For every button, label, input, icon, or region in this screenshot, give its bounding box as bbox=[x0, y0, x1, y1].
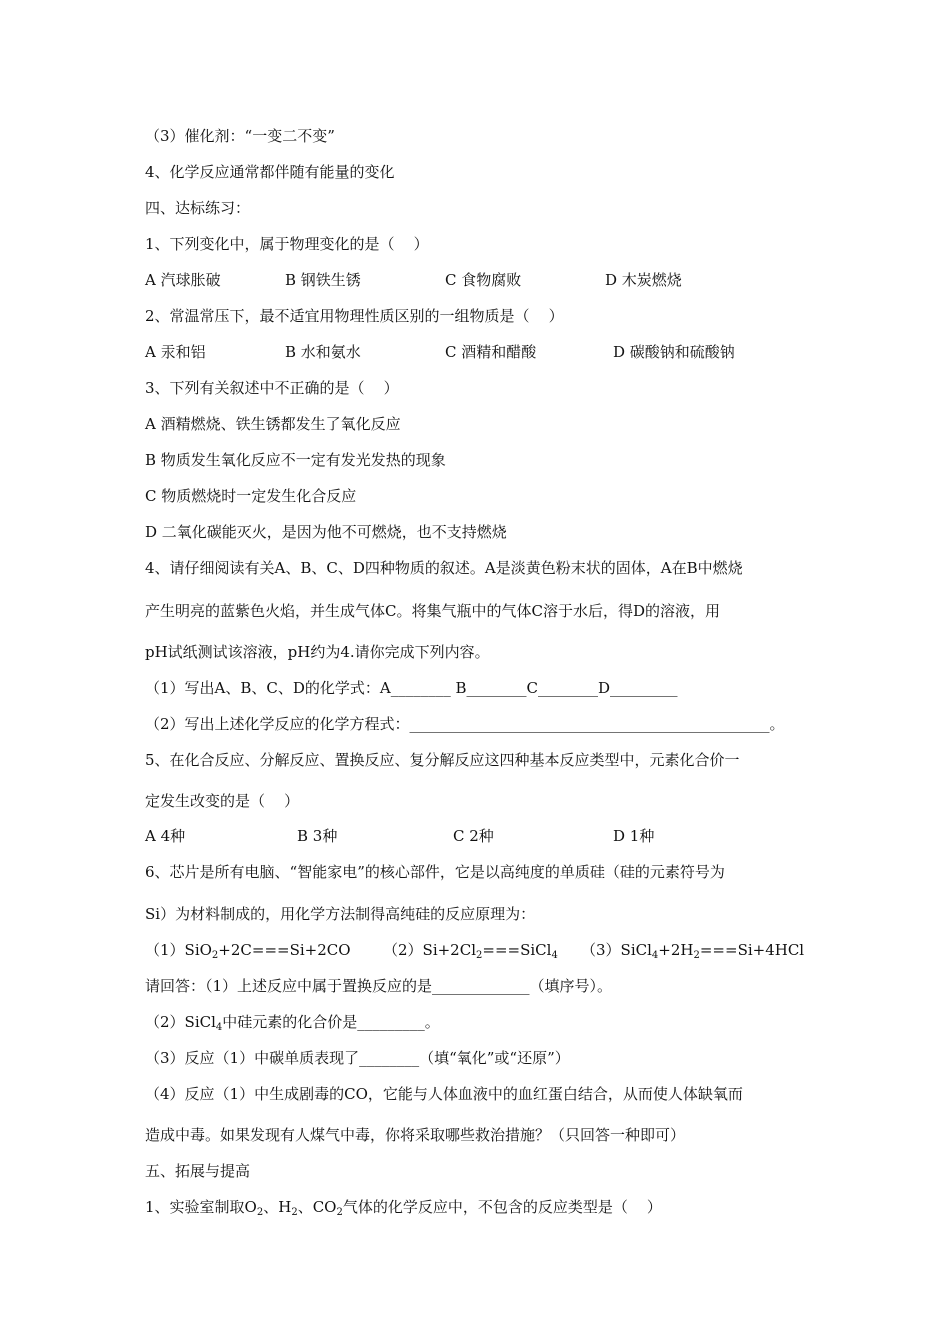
q4-subquestion-2: （2）写出上述化学反应的化学方程式：________________________________________________。 bbox=[145, 715, 785, 733]
q5-option-a: A 4种 bbox=[145, 827, 186, 845]
q2-option-c: C 酒精和醋酸 bbox=[445, 343, 537, 361]
q3-option-a: A 酒精燃烧、铁生锈都发生了氧化反应 bbox=[145, 415, 401, 433]
q2-option-a: A 汞和铝 bbox=[145, 343, 206, 361]
section-heading-5: 五、拓展与提高 bbox=[145, 1162, 251, 1180]
catalyst-note: （3）催化剂：“一变二不变” bbox=[145, 127, 335, 145]
reaction-2: $(2)Si+2Cl_2===SiCl_4$ bbox=[383, 941, 558, 961]
q2-option-b: B 水和氨水 bbox=[285, 343, 361, 361]
section-heading-4: 四、达标练习： bbox=[145, 199, 251, 217]
q3-option-b: B 物质发生氧化反应不一定有发光发热的现象 bbox=[145, 451, 446, 469]
q4-subquestion-1: （1）写出A、B、C、D的化学式：A________ B________C________D_________ bbox=[145, 679, 678, 697]
q1-option-a: A 汽球胀破 bbox=[145, 271, 221, 289]
q1-option-b: B 钢铁生锈 bbox=[285, 271, 361, 289]
q3-option-c: C 物质燃烧时一定发生化合反应 bbox=[145, 487, 357, 505]
q6-ask-1: 请回答：（1）上述反应中属于置换反应的是_____________（填序号）。 bbox=[145, 977, 613, 995]
question-3: 3、下列有关叙述中不正确的是（ ） bbox=[145, 379, 399, 397]
question-4-line-3: pH试纸测试该溶液，pH约为4.请你完成下列内容。 bbox=[145, 643, 490, 661]
question-4-line-1: 4、请仔细阅读有关A、B、C、D四种物质的叙述。A是淡黄色粉末状的固体，A在B中燃烧 bbox=[145, 559, 743, 577]
extension-question-1: 1、实验室制取$O_2$、$H_2$、$CO_2$气体的化学反应中，不包含的反应类型是（ ） bbox=[145, 1198, 662, 1218]
question-6-line-2: Si）为材料制成的，用化学方法制得高纯硅的反应原理为： bbox=[145, 905, 536, 923]
q6-ask-3: （3）反应（1）中碳单质表现了________（填“氧化”或“还原”） bbox=[145, 1049, 570, 1067]
question-5-line-1: 5、在化合反应、分解反应、置换反应、复分解反应这四种基本反应类型中，元素化合价一 bbox=[145, 751, 740, 769]
q6-ask-2: （2）SiCl$_4$中硅元素的化合价是_________。 bbox=[145, 1013, 440, 1033]
question-5-line-2: 定发生改变的是（ ） bbox=[145, 792, 300, 810]
question-1: 1、下列变化中，属于物理变化的是（ ） bbox=[145, 235, 429, 253]
question-4-line-2: 产生明亮的蓝紫色火焰，并生成气体C。将集气瓶中的气体C溶于水后，得D的溶液，用 bbox=[145, 602, 720, 620]
reaction-3: $(3)SiCl_4+2H_2===Si+4HCl$ bbox=[581, 941, 805, 961]
q1-option-c: C 食物腐败 bbox=[445, 271, 522, 289]
reaction-1: （1）SiO$_2$+2C===Si+2CO bbox=[145, 941, 351, 961]
q5-option-b: B 3种 bbox=[297, 827, 338, 845]
energy-note: 4、化学反应通常都伴随有能量的变化 bbox=[145, 163, 395, 181]
q1-option-d: D 木炭燃烧 bbox=[605, 271, 682, 289]
q2-option-d: D 碳酸钠和硫酸钠 bbox=[613, 343, 735, 361]
q3-option-d: D 二氧化碳能灭火，是因为他不可燃烧，也不支持燃烧 bbox=[145, 523, 507, 541]
q5-option-c: C 2种 bbox=[453, 827, 494, 845]
q6-ask-4-line-2: 造成中毒。如果发现有人煤气中毒，你将采取哪些救治措施？（只回答一种即可） bbox=[145, 1126, 686, 1144]
question-6-line-1: 6、芯片是所有电脑、“智能家电”的核心部件，它是以高纯度的单质硅（硅的元素符号为 bbox=[145, 863, 725, 881]
q5-option-d: D 1种 bbox=[613, 827, 655, 845]
question-2: 2、常温常压下，最不适宜用物理性质区别的一组物质是（ ） bbox=[145, 307, 564, 325]
q6-ask-4-line-1: （4）反应（1）中生成剧毒的CO，它能与人体血液中的血红蛋白结合，从而使人体缺氧而 bbox=[145, 1085, 743, 1103]
